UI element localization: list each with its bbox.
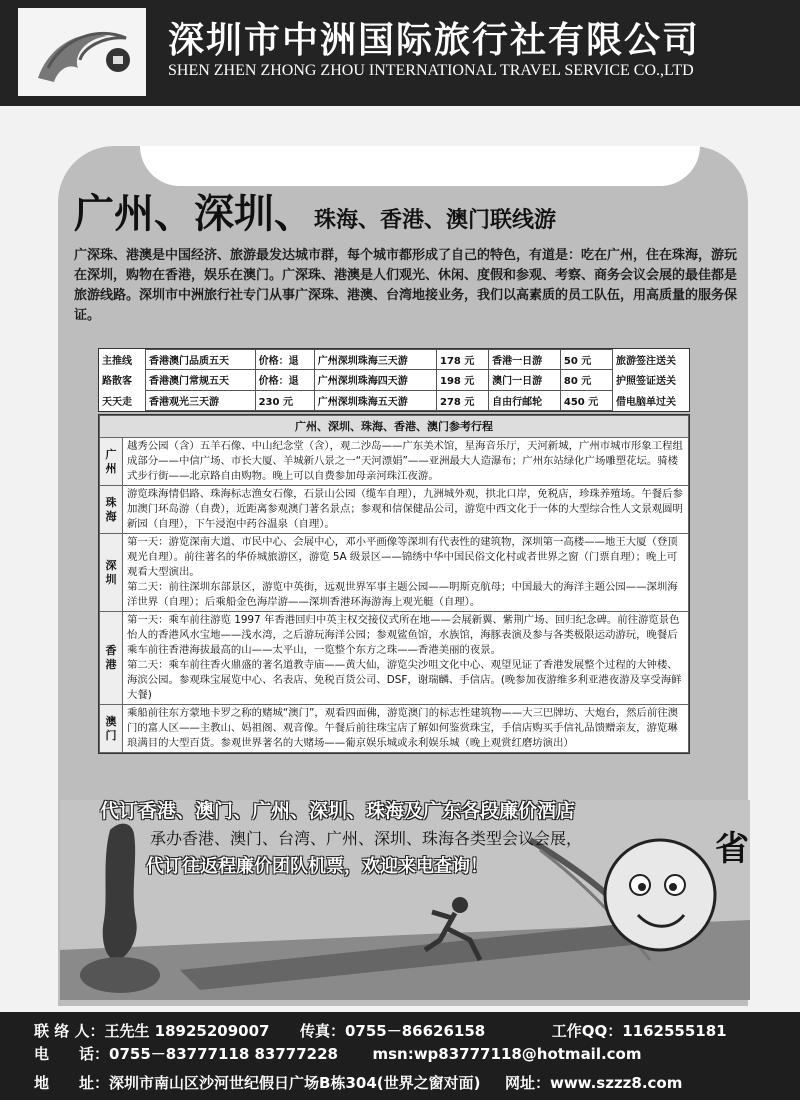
price-cell: 香港澳门品质五天: [146, 350, 256, 370]
msn-value: msn:wp83777118@hotmail.com: [372, 1045, 642, 1063]
frame-tab: [140, 146, 700, 186]
side-label: 主推线: [102, 356, 132, 368]
web-value: www.szzz8.com: [549, 1074, 683, 1092]
itinerary-para: 游览珠海情侣路、珠海标志渔女石像，石景山公园（缆车自理），九洲城外观，拱北口岸，免税店，珍珠养殖场。午餐后参加澳门环岛游（自费），近距离参观澳门著名景点；参观和信保健品公司，游览中西文化于一体的大型综合性人文景观圆明新园（自理），下午浸泡中药谷温泉（自理）。: [127, 488, 683, 530]
phone-value: 0755－83777118 83777228: [109, 1045, 338, 1063]
itinerary-para: 第一天：乘车前往游览 1997 年香港回归中英主权交接仪式所在地——会展新翼、紫荆广场、回归纪念碑。前往游览景色怡人的香港风水宝地——浅水湾，之后游玩海洋公园；参观鲨鱼馆，水族馆，海豚表演及参与各类极限运动游玩，晚餐后乘车前往香港海拔最高的山——太平山，一览整个东方之珠——香港美丽的夜景。: [127, 614, 680, 656]
itinerary-heading: 广州、深圳、珠海、香港、澳门参考行程: [100, 416, 689, 438]
city-label: 广州: [100, 438, 123, 486]
footer-row-phone: [34, 1043, 642, 1064]
price-row: [99, 390, 689, 410]
itinerary-para: 第一天：游览深南大道、市民中心、会展中心，邓小平画像等深圳有代表性的建筑物，深圳第一高楼——地王大厦（登顶观光自理）。前往著名的华侨城旅游区，游览 5A 级景区——锦绣中华中国民俗文化村或者世界之窗（门票自理）；晚上可观看大型演出。: [127, 536, 678, 578]
price-cell: 自由行邮轮: [489, 390, 561, 410]
fax-value: 0755－86626158: [344, 1022, 486, 1040]
city-label: 深圳: [100, 534, 123, 612]
itinerary-text: [123, 438, 689, 486]
itinerary-para: 第二天：乘车前往香火鼎盛的著名道教寺庙——黄大仙，游览尖沙咀文化中心、观望见证了香港发展整个过程的大钟楼、海滨公园。参观珠宝展览中心、名表店、免税百货公司、DSF，谢瑞麟、手信店。(晚参加夜游维多利亚港夜游及享受海鲜大餐): [127, 659, 682, 701]
price-cell: 230 元: [255, 390, 314, 410]
title-big: 广州、深圳、: [74, 191, 314, 237]
price-row: [99, 370, 689, 390]
price-row: [99, 350, 689, 370]
price-cell: 198 元: [436, 370, 488, 390]
price-cell: 香港澳门常规五天: [146, 370, 256, 390]
meeting-promo: 承办香港、澳门、台湾、广州、深圳、珠海各类型会议会展，: [150, 829, 583, 848]
itinerary-text: [123, 612, 689, 705]
itinerary-row: [100, 705, 689, 753]
itinerary-row: [100, 534, 689, 612]
itinerary-para: 越秀公园（含）五羊石像、中山纪念堂（含），观二沙岛——广东美术馆，星海音乐厅，天河新城，广州市城市形象工程组成部分——中信广场、市长大厦、羊城新八景之一“天河漂娟”——亚洲最大人造瀑布；广州东站绿化广场雕塑花坛。骑楼式步行街——北京路自由购物。晚上可以自费参加母亲河珠江夜游。: [127, 440, 683, 482]
ticket-promo: 代订往返程廉价团队机票，欢迎来电查询！: [146, 856, 488, 877]
price-cell: 178 元: [436, 350, 488, 370]
fax-label: 传真：: [299, 1022, 345, 1040]
itinerary-para: 第二天：前往深圳东部景区，游览中英街，远观世界军事主题公园——明斯克航母；中国最大的海洋主题公园——深圳海洋世界（自理）；后乘船金色海岸游——深圳香港环海游海上观光艇（自理）。: [127, 581, 678, 608]
price-cell: 澳门一日游: [489, 370, 561, 390]
price-cell: 50 元: [560, 350, 612, 370]
side-label: 路散客: [102, 376, 132, 388]
title-small: 珠海、香港、澳门联线游: [314, 208, 557, 233]
itinerary-text: [123, 486, 689, 534]
price-cell: 278 元: [436, 390, 488, 410]
intro-paragraph: [74, 246, 738, 326]
phone-label: 电 话：: [34, 1045, 110, 1063]
price-cell: 价格：退: [255, 350, 314, 370]
itinerary-text: [123, 534, 689, 612]
web-label: 网址：: [504, 1074, 550, 1092]
company-name-cn: 深圳市中洲国际旅行社有限公司: [168, 20, 701, 61]
footer-row-address: [34, 1072, 682, 1093]
price-cell: 80 元: [560, 370, 612, 390]
price-cell: 广州深圳珠海四天游: [314, 370, 436, 390]
qq-label: 工作QQ：: [551, 1022, 623, 1040]
mascot-char: 省: [715, 829, 749, 869]
page-title: [74, 182, 744, 239]
header-bar: [0, 0, 800, 106]
company-logo: [18, 8, 146, 96]
contact-label: 联 络 人：: [34, 1022, 105, 1040]
company-name-en: SHEN ZHEN ZHONG ZHOU INTERNATIONAL TRAVEL SERVICE CO.,LTD: [168, 62, 694, 79]
price-cell: 香港一日游: [489, 350, 561, 370]
note-label: 借电脑单过关: [616, 396, 676, 408]
itinerary-text: [123, 705, 689, 753]
contact-value: 王先生 18925209007: [104, 1022, 270, 1040]
itinerary-row: [100, 612, 689, 705]
intro-text: 广深珠、港澳是中国经济、旅游最发达城市群，每个城市都形成了自己的特色，有道是：吃在广州，住在珠海，游玩在深圳，购物在香港，娱乐在澳门。广深珠、港澳是人们观光、休闲、度假和参观、考察、商务会议会展的最佳都是旅游线路。深圳市中洲旅行社专门从事广深珠、港澳、台湾地接业务，我们以高素质的员工队伍，用高质量的服务保证。: [74, 248, 738, 323]
itinerary-table: [98, 414, 690, 754]
itinerary-row: [100, 486, 689, 534]
itinerary-row: [100, 438, 689, 486]
hotel-promo: 代订香港、澳门、广州、深圳、珠海及广东各段廉价酒店: [100, 800, 576, 822]
footer: [0, 1012, 800, 1100]
note-label: 护照签证送关: [616, 376, 676, 388]
footer-row-contact: [34, 1020, 727, 1041]
price-cell: 广州深圳珠海五天游: [314, 390, 436, 410]
note-label: 旅游签注送关: [616, 356, 676, 368]
city-label: 香港: [100, 612, 123, 705]
price-cell: 价格：退: [255, 370, 314, 390]
price-table: [98, 348, 690, 412]
price-cell: 香港观光三天游: [146, 390, 256, 410]
city-label: 澳门: [100, 705, 123, 753]
city-label: 珠海: [100, 486, 123, 534]
price-cell: 广州深圳珠海三天游: [314, 350, 436, 370]
address-label: 地 址：: [34, 1074, 110, 1092]
side-label: 天天走: [102, 396, 132, 408]
itinerary-para: 乘船前往东方蒙地卡罗之称的赌城“澳门”，观看四面佛，游览澳门的标志性建筑物——大三巴牌坊、大炮台，然后前往澳门的富人区——主教山、妈祖阁、观音像。午餐后前往珠宝店了解如何鉴赏珠宝，手信店购买手信礼品馈赠亲友，游览琳琅满目的大型百货。参观世界著名的大赌场——葡京娱乐城或永利娱乐城（晚上观赏红磨坊演出）: [127, 707, 679, 749]
address-value: 深圳市南山区沙河世纪假日广场B栋304(世界之窗对面): [109, 1074, 481, 1092]
price-cell: 450 元: [560, 390, 612, 410]
qq-value: 1162555181: [622, 1022, 727, 1040]
